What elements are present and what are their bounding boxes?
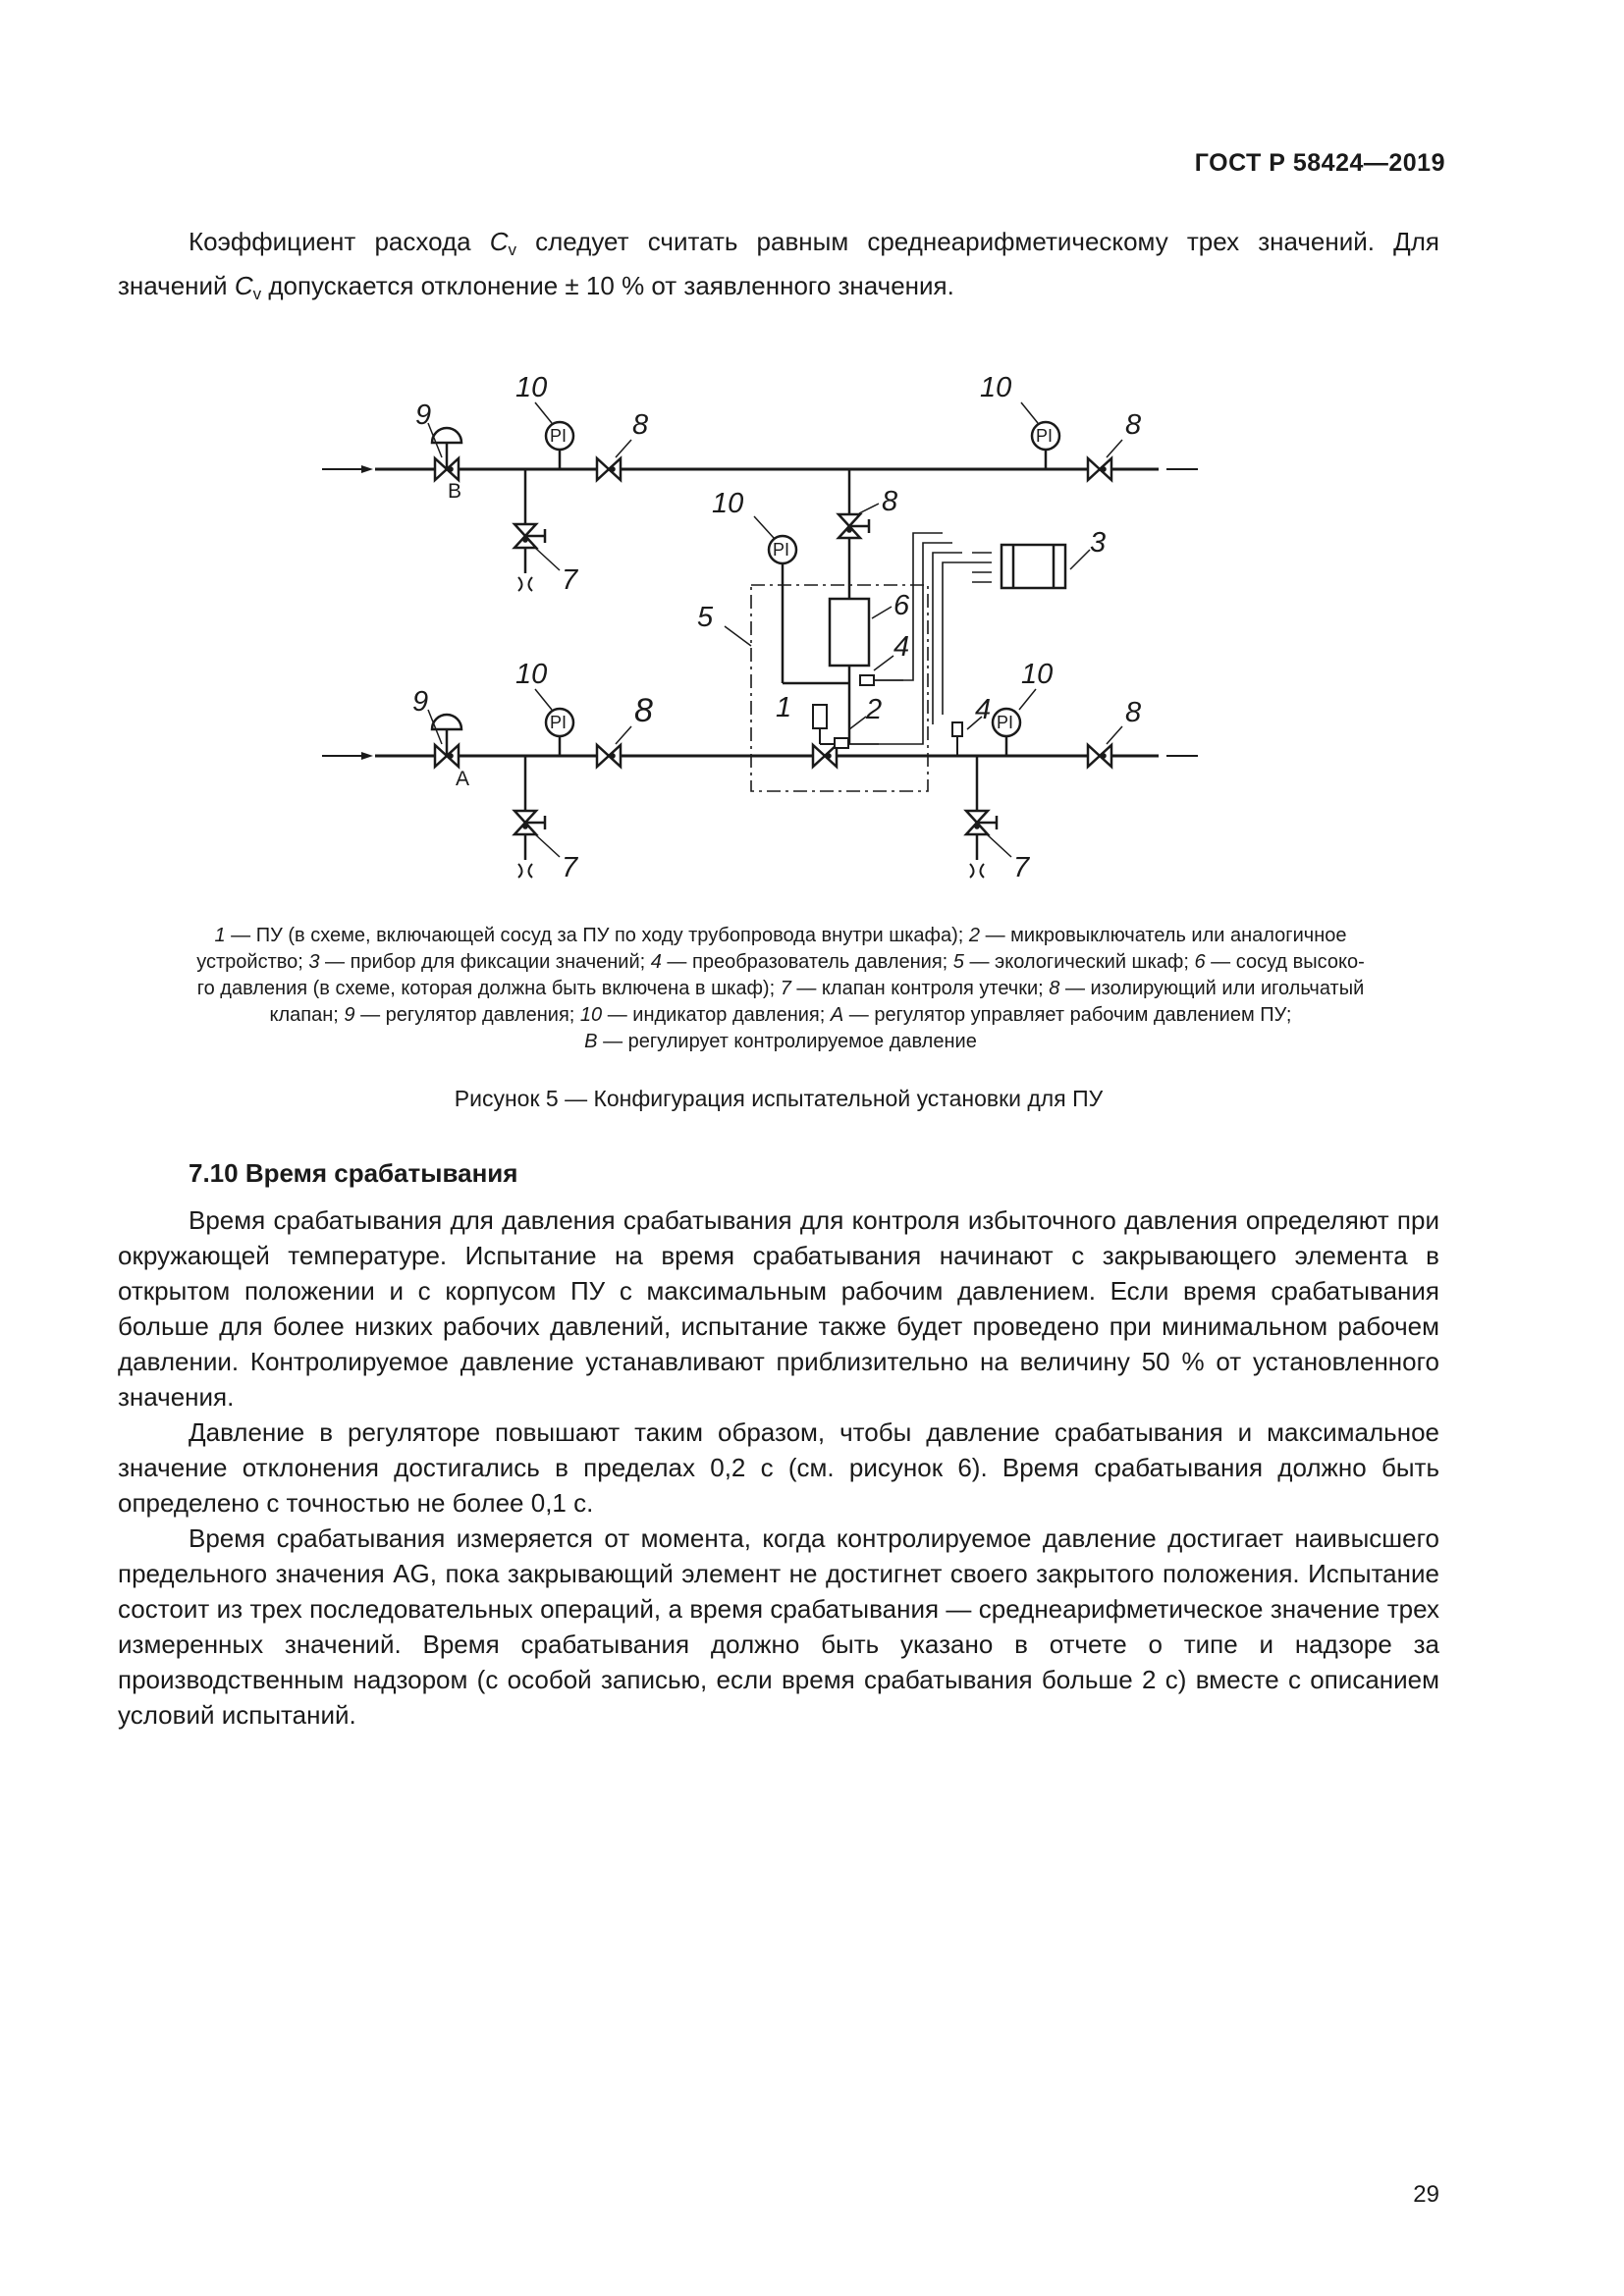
svg-text:7: 7: [562, 564, 578, 596]
cv-symbol: $C_v$: [489, 227, 516, 259]
svg-text:1: 1: [776, 692, 792, 723]
figure-caption: Рисунок 5 — Конфигурация испытательной установки для ПУ: [454, 1086, 1104, 1111]
svg-text:PI: PI: [997, 713, 1014, 732]
svg-text:PI: PI: [550, 426, 568, 446]
intro-text-1: Коэффициент расхода: [189, 227, 490, 256]
svg-text:8: 8: [1125, 409, 1142, 441]
svg-text:3: 3: [1090, 527, 1107, 559]
svg-text:PI: PI: [773, 540, 790, 560]
body-paragraph: Время срабатывания для давления срабатывания для контроля избыточного давления определяют при окружающей температуре. Испытание на время срабатывания начинают с закрывающего элемента в открытом положении и с корпусом ПУ с максимальным рабочим давлением. Если время срабатывания больше для более низких рабочих давлений, испытание также будет проведено при минимальном рабочем давлении. Контролируемое давление устанавливают приблизительно на величину 50 % от установленного значения.: [118, 1205, 1439, 1412]
page-number: 29: [1413, 2181, 1439, 2208]
high-pressure-vessel: [830, 599, 869, 666]
pressure-regulator-a: [428, 710, 461, 767]
body-paragraph: Время срабатывания измеряется от момента, когда контролируемое давление достигает наивысшего предельного значения AG, пока закрывающий элемент не достигнет своего закрытого положения. Испытание состоит из трех последовательных операций, а время срабатывания — среднеарифметическое значение трех измеренных значений. Время срабатывания должно быть указано в отчете о типе и надзоре за производственным надзором (с особой записью, если время срабатывания больше 2 с) вместе с описанием условий испытаний.: [118, 1523, 1439, 1730]
svg-text:7: 7: [1013, 852, 1030, 883]
svg-text:8: 8: [882, 486, 898, 517]
svg-text:PI: PI: [1036, 426, 1054, 446]
svg-text:4: 4: [893, 631, 910, 663]
recorder-device: [1001, 545, 1065, 588]
body-paragraph: Давление в регуляторе повышают таким образом, чтобы давление срабатывания и максимальное значение отклонения достигались в пределах 0,2 с (см. рисунок 6). Время срабатывания должно быть определено с точностью не более 0,1 с.: [118, 1417, 1439, 1518]
svg-text:8: 8: [632, 409, 649, 441]
svg-text:9: 9: [415, 400, 432, 431]
svg-text:9: 9: [412, 686, 429, 718]
document-header: ГОСТ Р 58424—2019: [1194, 149, 1445, 177]
svg-text:5: 5: [697, 602, 714, 633]
svg-text:8: 8: [1125, 697, 1142, 728]
intro-text-3: допускается отклонение ± 10 % от заявленного значения.: [261, 271, 954, 300]
cv-symbol-2: $C_v$: [234, 271, 262, 303]
svg-text:PI: PI: [550, 713, 568, 732]
svg-text:10: 10: [712, 488, 744, 519]
svg-text:4: 4: [975, 694, 992, 725]
intro-paragraph: [118, 224, 1439, 312]
svg-text:2: 2: [866, 694, 883, 725]
svg-text:10: 10: [980, 372, 1012, 403]
section-body: [118, 1202, 1439, 1733]
svg-text:10: 10: [1021, 659, 1054, 690]
svg-text:10: 10: [515, 659, 548, 690]
test-setup-diagram: [314, 342, 1198, 901]
svg-text:6: 6: [893, 590, 910, 621]
svg-text:10: 10: [515, 372, 548, 403]
intro-text-2: следует считать равным среднеарифметическому трех значений. Для значений: [118, 227, 1439, 300]
pressure-regulator-b: [428, 423, 461, 480]
svg-text:7: 7: [562, 852, 578, 883]
figure-legend: 1 — ПУ (в схеме, включающей сосуд за ПУ по ходу трубопровода внутри шкафа); 2 — микровыключатель или аналогичное устройство; 3 — прибор для фиксации значений; 4 — преобразователь давления; 5 — экологический шкаф; 6 — сосуд высоко- го давления (в схеме, которая должна быть включена в шкаф); 7 — клапан контроля утечки; 8 — изолирующий или игольчатый клапан; 9 — регулятор давления; 10 — индикатор давления; А — регулятор управляет рабочим давлением ПУ; В — регулирует контролируемое давление: [196, 925, 1365, 1052]
svg-text:А: А: [456, 768, 470, 790]
section-heading: 7.10 Время срабатывания: [189, 1158, 518, 1188]
svg-text:В: В: [448, 480, 462, 503]
svg-text:8: 8: [634, 692, 653, 729]
